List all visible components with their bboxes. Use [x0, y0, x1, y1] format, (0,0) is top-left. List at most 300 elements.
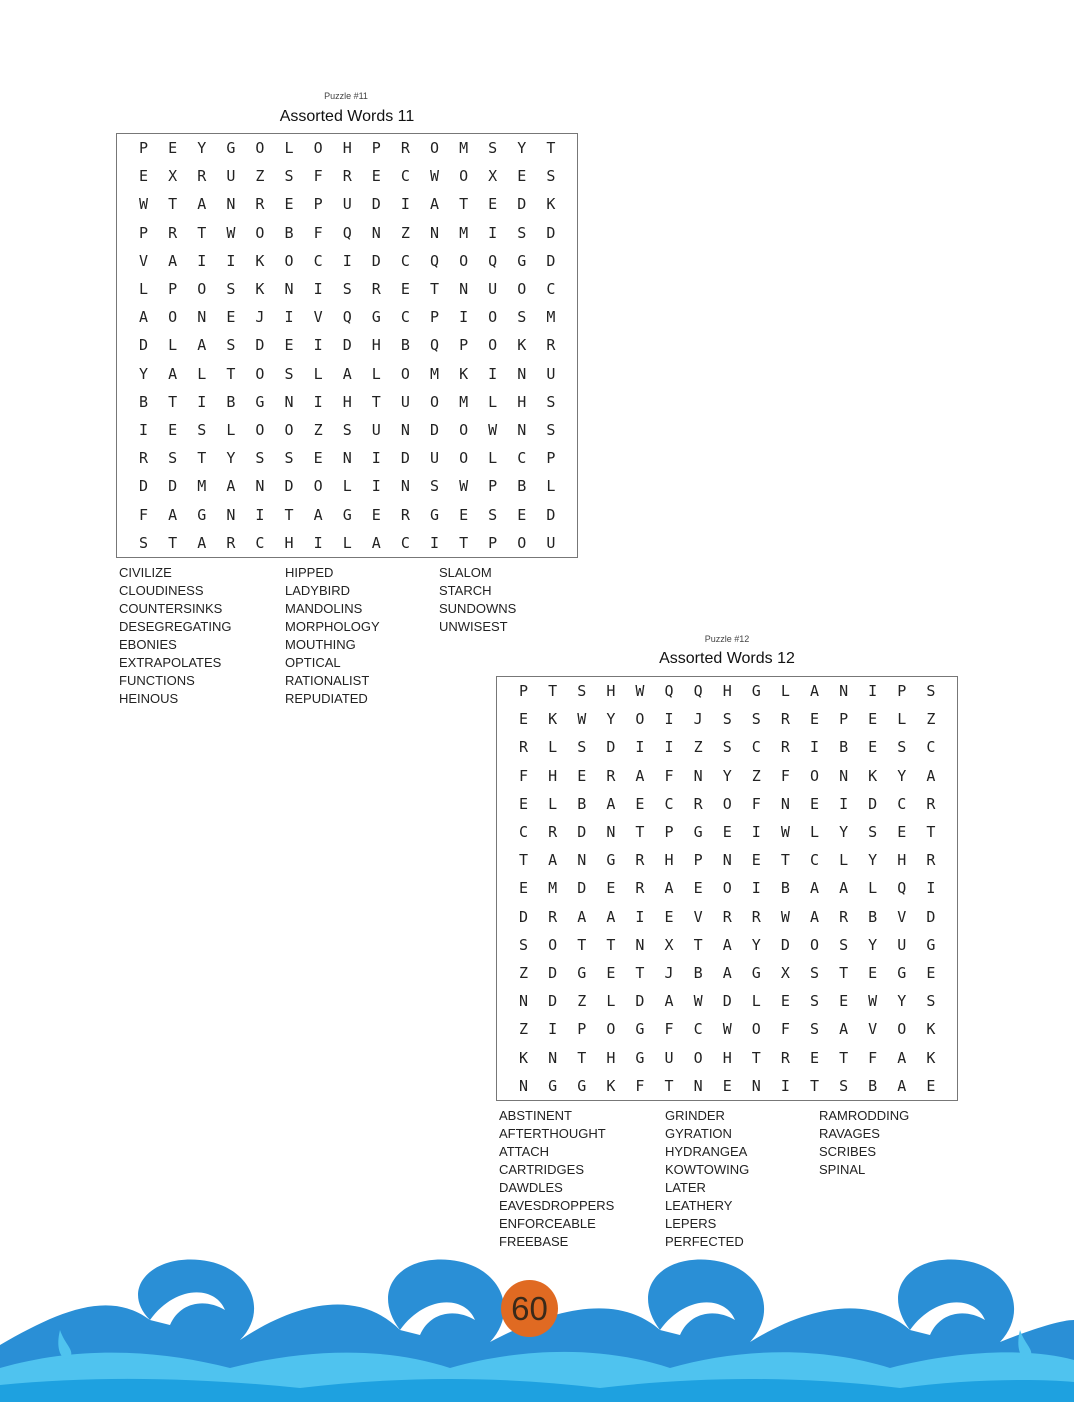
grid-cell: C	[313, 251, 323, 270]
grid-cell: F	[664, 766, 674, 785]
grid-cell: N	[459, 280, 469, 299]
grid-cell: Z	[577, 992, 587, 1011]
grid-cell: H	[606, 682, 616, 701]
grid-cell: E	[284, 336, 294, 355]
grid-cell: N	[517, 420, 527, 439]
grid-cell: V	[897, 907, 907, 926]
grid-cell: R	[255, 195, 265, 214]
grid-cell: V	[693, 907, 703, 926]
grid-cell: Y	[197, 139, 207, 158]
grid-cell: V	[868, 1020, 878, 1039]
grid-cell: I	[635, 907, 645, 926]
grid-cell: W	[459, 477, 469, 496]
grid-cell: O	[517, 280, 527, 299]
grid-cell: D	[371, 251, 381, 270]
grid-cell: O	[255, 420, 265, 439]
grid-cell: U	[546, 533, 556, 552]
grid-cell: G	[751, 682, 761, 701]
grid-cell: R	[693, 794, 703, 813]
grid-cell: E	[168, 139, 178, 158]
grid-cell: D	[546, 223, 556, 242]
grid-cell: O	[722, 794, 732, 813]
grid-cell: Z	[400, 223, 410, 242]
grid-cell: L	[488, 449, 498, 468]
grid-cell: Y	[897, 766, 907, 785]
grid-cell: L	[606, 992, 616, 1011]
grid-cell: R	[168, 223, 178, 242]
grid-cell: E	[693, 879, 703, 898]
grid-cell: P	[488, 533, 498, 552]
grid-cell: S	[868, 823, 878, 842]
grid-cell: N	[226, 505, 236, 524]
grid-cell: S	[342, 420, 352, 439]
grid-cell: E	[517, 505, 527, 524]
grid-cell: R	[371, 280, 381, 299]
grid-cell: P	[897, 682, 907, 701]
grid-cell: I	[926, 879, 936, 898]
grid-cell: C	[897, 794, 907, 813]
grid-cell: D	[577, 879, 587, 898]
grid-cell: M	[459, 392, 469, 411]
grid-cell: L	[197, 364, 207, 383]
grid-cell: N	[371, 223, 381, 242]
grid-cell: B	[868, 1076, 878, 1095]
grid-cell: N	[342, 449, 352, 468]
grid-cell: M	[459, 223, 469, 242]
word-list-item: GRINDER	[665, 1108, 725, 1123]
puzzle-12-word-list	[499, 1107, 939, 1251]
word-list-item: AFTERTHOUGHT	[499, 1126, 606, 1141]
grid-cell: D	[139, 336, 149, 355]
grid-cell: U	[342, 195, 352, 214]
grid-cell: F	[868, 1048, 878, 1067]
grid-cell: E	[606, 963, 616, 982]
grid-cell: P	[371, 139, 381, 158]
grid-cell: G	[517, 251, 527, 270]
grid-cell: E	[926, 963, 936, 982]
word-list-item: UNWISEST	[439, 619, 508, 634]
grid-cell: M	[546, 308, 556, 327]
word-list-item: DESEGREGATING	[119, 619, 232, 634]
grid-cell: D	[546, 505, 556, 524]
grid-cell: S	[429, 477, 439, 496]
grid-cell: R	[548, 907, 558, 926]
grid-cell: H	[548, 766, 558, 785]
grid-cell: A	[168, 364, 178, 383]
grid-cell: I	[313, 280, 323, 299]
grid-cell: P	[488, 477, 498, 496]
grid-cell: I	[751, 879, 761, 898]
word-list-item: STARCH	[439, 583, 492, 598]
grid-cell: H	[897, 851, 907, 870]
grid-cell: L	[139, 280, 149, 299]
grid-cell: Q	[342, 308, 352, 327]
grid-cell: N	[780, 794, 790, 813]
grid-cell: O	[459, 167, 469, 186]
grid-cell: G	[693, 823, 703, 842]
grid-cell: P	[459, 336, 469, 355]
grid-cell: Z	[751, 766, 761, 785]
word-list-item: LATER	[665, 1180, 706, 1195]
grid-cell: S	[488, 505, 498, 524]
word-list-item: FUNCTIONS	[119, 673, 195, 688]
grid-cell: I	[226, 251, 236, 270]
grid-cell: V	[139, 251, 149, 270]
grid-cell: E	[371, 505, 381, 524]
grid-cell: C	[400, 533, 410, 552]
grid-cell: D	[577, 823, 587, 842]
word-list-item: SUNDOWNS	[439, 601, 517, 616]
grid-cell: I	[751, 823, 761, 842]
grid-cell: O	[400, 364, 410, 383]
grid-cell: A	[926, 766, 936, 785]
grid-cell: E	[371, 167, 381, 186]
grid-cell: W	[693, 992, 703, 1011]
grid-cell: X	[488, 167, 498, 186]
grid-cell: W	[868, 992, 878, 1011]
grid-cell: A	[664, 992, 674, 1011]
word-list-item: EBONIES	[119, 637, 177, 652]
grid-cell: I	[664, 710, 674, 729]
grid-cell: S	[139, 533, 149, 552]
grid-cell: S	[839, 935, 849, 954]
grid-cell: K	[926, 1048, 936, 1067]
puzzle-11-word-list	[119, 564, 559, 708]
grid-cell: S	[519, 935, 529, 954]
grid-cell: T	[577, 935, 587, 954]
grid-cell: G	[342, 505, 352, 524]
grid-cell: O	[809, 935, 819, 954]
grid-cell: S	[255, 449, 265, 468]
word-list-item: EAVESDROPPERS	[499, 1198, 615, 1213]
grid-cell: B	[284, 223, 294, 242]
grid-cell: D	[342, 336, 352, 355]
grid-cell: E	[926, 1076, 936, 1095]
grid-cell: S	[809, 1020, 819, 1039]
word-list-item: SCRIBES	[819, 1144, 877, 1159]
grid-cell: H	[342, 139, 352, 158]
grid-cell: E	[577, 766, 587, 785]
grid-cell: N	[839, 682, 849, 701]
grid-cell: S	[839, 1076, 849, 1095]
grid-cell: E	[722, 823, 732, 842]
grid-cell: A	[664, 879, 674, 898]
grid-cell: H	[284, 533, 294, 552]
word-list-item: PERFECTED	[665, 1234, 744, 1249]
grid-cell: Z	[519, 1020, 529, 1039]
grid-cell: A	[168, 251, 178, 270]
grid-cell: E	[284, 195, 294, 214]
grid-cell: E	[868, 738, 878, 757]
word-list-item: ABSTINENT	[499, 1108, 572, 1123]
grid-cell: I	[548, 1020, 558, 1039]
grid-cell: C	[400, 308, 410, 327]
grid-cell: G	[371, 308, 381, 327]
grid-cell: V	[313, 308, 323, 327]
grid-cell: A	[606, 794, 616, 813]
grid-cell: X	[664, 935, 674, 954]
grid-cell: A	[548, 851, 558, 870]
page-number-badge: 60	[501, 1280, 558, 1337]
grid-cell: A	[577, 907, 587, 926]
grid-cell: I	[342, 251, 352, 270]
grid-cell: N	[839, 766, 849, 785]
grid-cell: N	[284, 392, 294, 411]
grid-cell: A	[722, 963, 732, 982]
grid-cell: D	[780, 935, 790, 954]
grid-cell: H	[722, 682, 732, 701]
grid-cell: K	[517, 336, 527, 355]
grid-cell: O	[488, 336, 498, 355]
grid-cell: L	[342, 477, 352, 496]
grid-cell: Q	[664, 682, 674, 701]
grid-cell: K	[546, 195, 556, 214]
grid-cell: O	[284, 420, 294, 439]
grid-cell: Q	[693, 682, 703, 701]
grid-cell: X	[168, 167, 178, 186]
grid-cell: R	[926, 794, 936, 813]
word-list-item: CLOUDINESS	[119, 583, 204, 598]
grid-cell: A	[635, 766, 645, 785]
grid-cell: W	[139, 195, 149, 214]
grid-cell: O	[548, 935, 558, 954]
grid-cell: T	[459, 533, 469, 552]
word-list-item: DAWDLES	[499, 1180, 563, 1195]
grid-cell: Y	[897, 992, 907, 1011]
grid-cell: F	[313, 223, 323, 242]
grid-cell: K	[868, 766, 878, 785]
grid-cell: R	[780, 1048, 790, 1067]
grid-cell: O	[168, 308, 178, 327]
grid-cell: T	[284, 505, 294, 524]
grid-cell: R	[400, 139, 410, 158]
grid-cell: T	[459, 195, 469, 214]
grid-cell: O	[284, 251, 294, 270]
grid-cell: E	[139, 167, 149, 186]
grid-cell: C	[517, 449, 527, 468]
grid-cell: A	[839, 1020, 849, 1039]
grid-cell: S	[722, 710, 732, 729]
grid-cell: R	[926, 851, 936, 870]
grid-cell: Y	[839, 823, 849, 842]
grid-cell: U	[429, 449, 439, 468]
grid-cell: O	[722, 879, 732, 898]
grid-cell: I	[429, 533, 439, 552]
grid-cell: A	[429, 195, 439, 214]
grid-cell: P	[546, 449, 556, 468]
word-list-item: HYDRANGEA	[665, 1144, 748, 1159]
word-list-item: GYRATION	[665, 1126, 732, 1141]
grid-cell: P	[429, 308, 439, 327]
grid-cell: B	[577, 794, 587, 813]
grid-cell: O	[255, 139, 265, 158]
grid-cell: F	[139, 505, 149, 524]
grid-cell: I	[313, 392, 323, 411]
grid-cell: E	[635, 794, 645, 813]
grid-cell: S	[897, 738, 907, 757]
grid-cell: B	[780, 879, 790, 898]
grid-cell: Y	[868, 935, 878, 954]
grid-cell: D	[400, 449, 410, 468]
grid-cell: F	[780, 766, 790, 785]
grid-cell: C	[546, 280, 556, 299]
word-list-item: LADYBIRD	[285, 583, 351, 598]
grid-cell: L	[897, 710, 907, 729]
grid-cell: T	[664, 1076, 674, 1095]
grid-cell: T	[577, 1048, 587, 1067]
word-list-item: FREEBASE	[499, 1234, 569, 1249]
grid-cell: D	[606, 738, 616, 757]
grid-cell: L	[839, 851, 849, 870]
grid-cell: O	[897, 1020, 907, 1039]
grid-cell: P	[519, 682, 529, 701]
grid-cell: U	[546, 364, 556, 383]
grid-cell: L	[342, 533, 352, 552]
grid-cell: C	[400, 251, 410, 270]
grid-cell: N	[284, 280, 294, 299]
grid-cell: B	[400, 336, 410, 355]
grid-cell: T	[429, 280, 439, 299]
grid-cell: C	[751, 738, 761, 757]
grid-cell: I	[371, 477, 381, 496]
grid-cell: E	[488, 195, 498, 214]
grid-cell: U	[488, 280, 498, 299]
grid-cell: I	[839, 794, 849, 813]
grid-cell: T	[546, 139, 556, 158]
grid-cell: P	[839, 710, 849, 729]
word-list-item: CARTRIDGES	[499, 1162, 584, 1177]
grid-cell: K	[519, 1048, 529, 1067]
grid-cell: C	[255, 533, 265, 552]
grid-cell: D	[548, 992, 558, 1011]
grid-cell: R	[751, 907, 761, 926]
grid-cell: G	[548, 1076, 558, 1095]
grid-cell: L	[548, 794, 558, 813]
grid-cell: G	[577, 963, 587, 982]
grid-cell: T	[197, 449, 207, 468]
grid-cell: A	[897, 1076, 907, 1095]
grid-cell: L	[313, 364, 323, 383]
grid-cell: R	[722, 907, 732, 926]
grid-cell: U	[371, 420, 381, 439]
word-list-item: EXTRAPOLATES	[119, 655, 222, 670]
grid-cell: S	[577, 738, 587, 757]
grid-cell: F	[751, 794, 761, 813]
grid-cell: Y	[868, 851, 878, 870]
grid-cell: O	[459, 420, 469, 439]
grid-cell: K	[255, 280, 265, 299]
grid-cell: S	[751, 710, 761, 729]
grid-cell: C	[519, 823, 529, 842]
grid-cell: P	[168, 280, 178, 299]
grid-cell: G	[635, 1048, 645, 1067]
word-list-item: OPTICAL	[285, 655, 341, 670]
grid-cell: R	[197, 167, 207, 186]
grid-cell: I	[488, 223, 498, 242]
grid-cell: B	[839, 738, 849, 757]
grid-cell: T	[226, 364, 236, 383]
grid-cell: I	[139, 420, 149, 439]
grid-cell: O	[517, 533, 527, 552]
grid-cell: F	[519, 766, 529, 785]
grid-cell: G	[197, 505, 207, 524]
grid-cell: S	[226, 280, 236, 299]
word-list-item: ATTACH	[499, 1144, 550, 1159]
grid-cell: I	[313, 533, 323, 552]
grid-cell: F	[635, 1076, 645, 1095]
grid-cell: O	[606, 1020, 616, 1039]
grid-cell: N	[606, 823, 616, 842]
grid-cell: S	[517, 308, 527, 327]
grid-cell: D	[635, 992, 645, 1011]
grid-cell: S	[546, 420, 556, 439]
grid-cell: T	[519, 851, 529, 870]
grid-cell: S	[577, 682, 587, 701]
grid-cell: P	[577, 1020, 587, 1039]
grid-cell: H	[371, 336, 381, 355]
grid-cell: E	[809, 710, 819, 729]
grid-cell: T	[548, 682, 558, 701]
puzzle-12-title: Assorted Words 12	[659, 650, 795, 667]
grid-cell: N	[751, 1076, 761, 1095]
grid-cell: I	[488, 364, 498, 383]
grid-cell: E	[606, 879, 616, 898]
grid-cell: D	[519, 907, 529, 926]
grid-cell: N	[693, 766, 703, 785]
grid-cell: A	[197, 336, 207, 355]
grid-cell: F	[313, 167, 323, 186]
grid-cell: S	[809, 963, 819, 982]
grid-cell: G	[635, 1020, 645, 1039]
grid-cell: T	[168, 195, 178, 214]
grid-cell: Z	[519, 963, 529, 982]
grid-cell: B	[139, 392, 149, 411]
grid-cell: N	[548, 1048, 558, 1067]
word-list-item: MANDOLINS	[285, 601, 363, 616]
grid-cell: E	[868, 710, 878, 729]
grid-cell: D	[168, 477, 178, 496]
grid-cell: N	[400, 420, 410, 439]
grid-cell: R	[606, 766, 616, 785]
grid-cell: N	[519, 1076, 529, 1095]
word-list-item: RAMRODDING	[819, 1108, 910, 1123]
grid-cell: N	[722, 851, 732, 870]
puzzle-12-grid	[496, 676, 958, 1101]
grid-cell: D	[371, 195, 381, 214]
grid-cell: W	[780, 823, 790, 842]
grid-cell: N	[693, 1076, 703, 1095]
grid-cell: U	[226, 167, 236, 186]
grid-cell: O	[693, 1048, 703, 1067]
grid-cell: I	[197, 392, 207, 411]
word-list-item: LEATHERY	[665, 1198, 733, 1213]
grid-cell: D	[868, 794, 878, 813]
grid-cell: K	[926, 1020, 936, 1039]
word-list-item: COUNTERSINKS	[119, 601, 223, 616]
grid-cell: B	[868, 907, 878, 926]
grid-cell: B	[226, 392, 236, 411]
grid-cell: N	[517, 364, 527, 383]
grid-cell: R	[546, 336, 556, 355]
grid-cell: O	[809, 766, 819, 785]
grid-cell: D	[284, 477, 294, 496]
grid-cell: K	[548, 710, 558, 729]
grid-cell: I	[284, 308, 294, 327]
grid-cell: M	[429, 364, 439, 383]
grid-cell: S	[546, 392, 556, 411]
grid-cell: G	[255, 392, 265, 411]
word-list-item: CIVILIZE	[119, 565, 172, 580]
